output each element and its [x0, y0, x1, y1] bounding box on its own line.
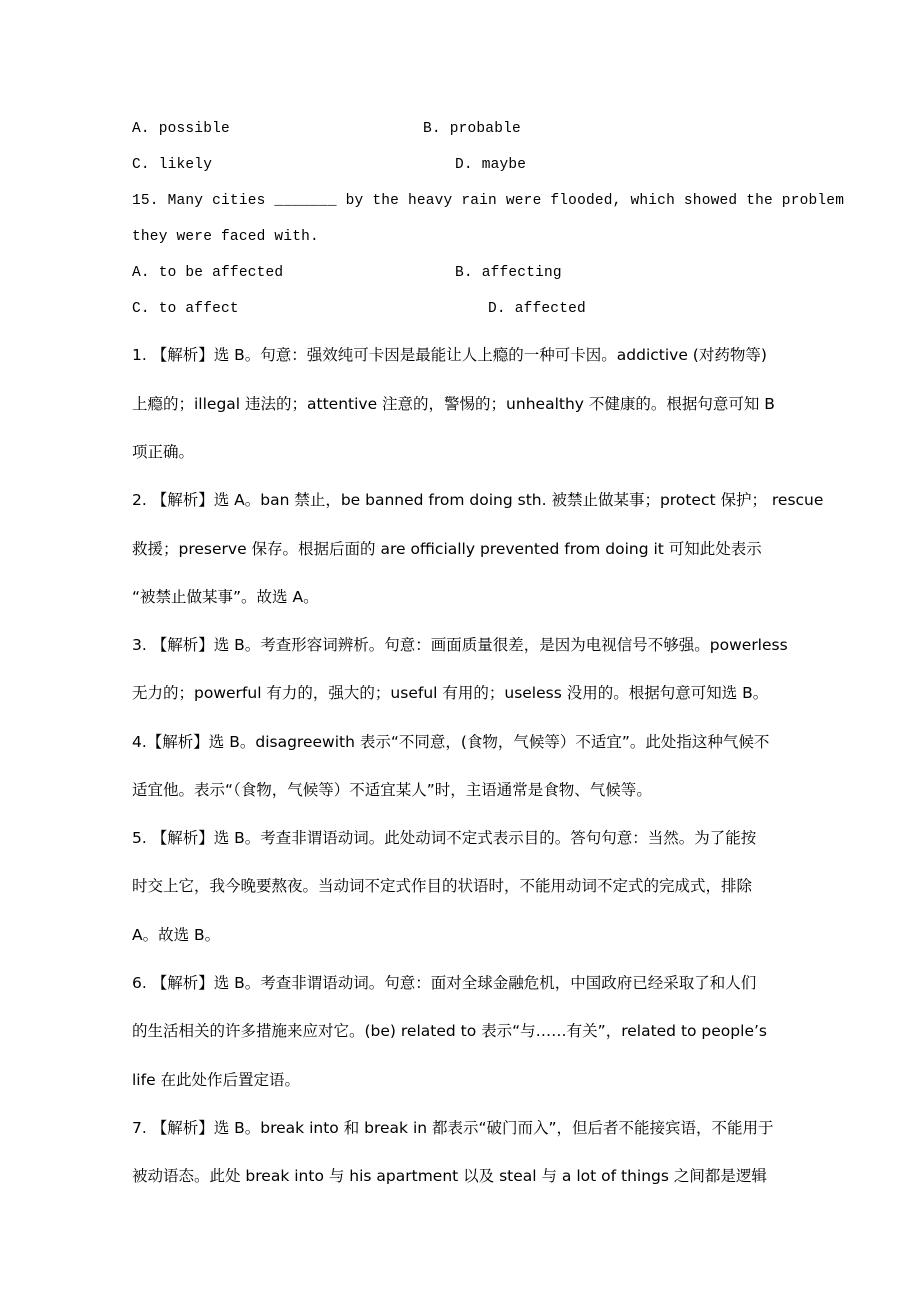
answer-2-line-1: 2. 【解析】选 A。ban 禁止，be banned from doing sth. 被禁止做某事；protect 保护； rescue: [132, 491, 824, 509]
answer-4-line-1: 4.【解析】选 B。disagreewith 表示“不同意，(食物，气候等）不适宜”。此处指这种气候不: [132, 733, 770, 751]
answer-2-line-2: 救援；preserve 保存。根据后面的 are officially prevented from doing it 可知此处表示: [132, 540, 762, 558]
answer-7-line-2: 被动语态。此处 break into 与 his apartment 以及 steal 与 a lot of things 之间都是逻辑: [132, 1167, 767, 1185]
answer-1-line-3: 项正确。: [132, 443, 195, 461]
q14-option-b: B. probable: [423, 121, 521, 137]
q14-option-d: D. maybe: [455, 157, 527, 173]
q14-option-a: A. possible: [132, 121, 230, 137]
answer-5-line-2: 时交上它，我今晚要熬夜。当动词不定式作目的状语时，不能用动词不定式的完成式，排除: [132, 877, 753, 895]
q15-option-c: C. to affect: [132, 301, 239, 317]
q15-stem-line2: they were faced with.: [132, 229, 319, 245]
answer-1-line-1: 1. 【解析】选 B。句意：强效纯可卡因是最能让人上瘾的一种可卡因。addictive (对药物等): [132, 346, 767, 364]
q15-option-b: B. affecting: [455, 265, 562, 281]
q14-option-c: C. likely: [132, 157, 213, 173]
answer-6-line-1: 6. 【解析】选 B。考查非谓语动词。句意：面对全球金融危机，中国政府已经采取了和人们: [132, 974, 757, 992]
answer-4-line-2: 适宜他。表示“（食物，气候等）不适宜某人”时，主语通常是食物、气候等。: [132, 781, 652, 799]
answer-1-line-2: 上瘾的；illegal 违法的；attentive 注意的，警惕的；unhealthy 不健康的。根据句意可知 B: [132, 395, 775, 413]
q15-option-a: A. to be affected: [132, 265, 284, 281]
answer-6-line-2: 的生活相关的许多措施来应对它。(be) related to 表示“与……有关”，related to people’s: [132, 1022, 767, 1040]
answer-5-line-1: 5. 【解析】选 B。考查非谓语动词。此处动词不定式表示目的。答句句意：当然。为了能按: [132, 829, 757, 847]
answer-6-line-3: life 在此处作后置定语。: [132, 1071, 301, 1089]
answer-3-line-2: 无力的；powerful 有力的，强大的；useful 有用的；useless 没用的。根据句意可知选 B。: [132, 684, 769, 702]
q15-stem-line1: 15. Many cities _______ by the heavy rain were flooded, which showed the problem: [132, 193, 845, 209]
answer-5-line-3: A。故选 B。: [132, 926, 221, 944]
q15-option-d: D. affected: [488, 301, 586, 317]
answer-7-line-1: 7. 【解析】选 B。break into 和 break in 都表示“破门而入”，但后者不能接宾语，不能用于: [132, 1119, 774, 1137]
answer-2-line-3: “被禁止做某事”。故选 A。: [132, 588, 319, 606]
answer-3-line-1: 3. 【解析】选 B。考查形容词辨析。句意：画面质量很差，是因为电视信号不够强。powerless: [132, 636, 788, 654]
